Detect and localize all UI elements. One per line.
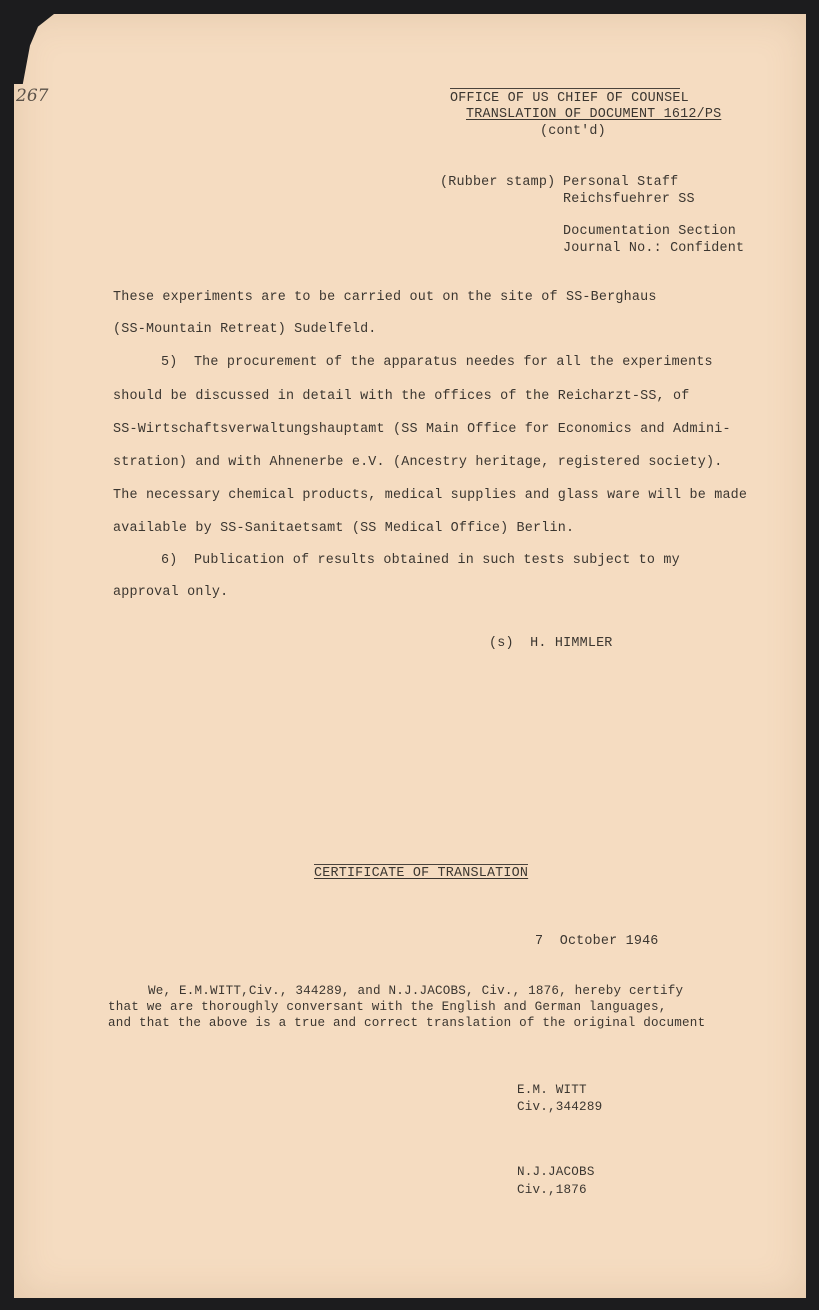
translator-2-id: Civ.,1876 [517, 1183, 587, 1197]
body-line-7: The necessary chemical products, medical supplies and glass ware will be made [113, 488, 748, 503]
certificate-top-rule [314, 864, 528, 865]
translator-2-name: N.J.JACOBS [517, 1165, 595, 1179]
translator-1-name: E.M. WITT [517, 1083, 587, 1097]
header-top-rule [450, 88, 680, 89]
body-line-8: available by SS-Sanitaetsamt (SS Medical Office) Berlin. [113, 521, 575, 536]
body-line-6: stration) and with Ahnenerbe e.V. (Ancestry heritage, registered society). [113, 455, 723, 470]
certificate-title: CERTIFICATE OF TRANSLATION [314, 866, 529, 881]
header-contd: (cont'd) [540, 124, 606, 139]
certificate-paragraph-line-1: We, E.M.WITT,Civ., 344289, and N.J.JACOBS, Civ., 1876, hereby certify [148, 984, 684, 998]
body-line-9: 6) Publication of results obtained in such tests subject to my [161, 553, 680, 568]
stamp-line-3: Documentation Section [563, 224, 736, 239]
body-line-3: 5) The procurement of the apparatus needes for all the experiments [161, 355, 713, 370]
header-translation-title: TRANSLATION OF DOCUMENT 1612/PS [466, 107, 722, 122]
body-line-1: These experiments are to be carried out on the site of SS-Berghaus [113, 290, 657, 305]
stamp-line-4: Journal No.: Confident [563, 241, 745, 256]
stamp-label: (Rubber stamp) [440, 175, 556, 190]
signature-himmler: (s) H. HIMMLER [489, 636, 613, 651]
body-line-4: should be discussed in detail with the offices of the Reicharzt-SS, of [113, 389, 690, 404]
header-office: OFFICE OF US CHIEF OF COUNSEL [450, 91, 689, 106]
body-line-5: SS-Wirtschaftsverwaltungshauptamt (SS Main Office for Economics and Admini- [113, 422, 731, 437]
body-line-10: approval only. [113, 585, 229, 600]
certificate-paragraph-line-2: that we are thoroughly conversant with the English and German languages, [108, 1000, 667, 1014]
translator-1-id: Civ.,344289 [517, 1100, 603, 1114]
handwritten-page-number: 267 [16, 86, 49, 106]
certificate-date: 7 October 1946 [535, 934, 659, 949]
certificate-paragraph-line-3: and that the above is a true and correct translation of the original document [108, 1016, 706, 1030]
stamp-line-2: Reichsfuehrer SS [563, 192, 695, 207]
body-line-2: (SS-Mountain Retreat) Sudelfeld. [113, 322, 377, 337]
stamp-line-1: Personal Staff [563, 175, 679, 190]
